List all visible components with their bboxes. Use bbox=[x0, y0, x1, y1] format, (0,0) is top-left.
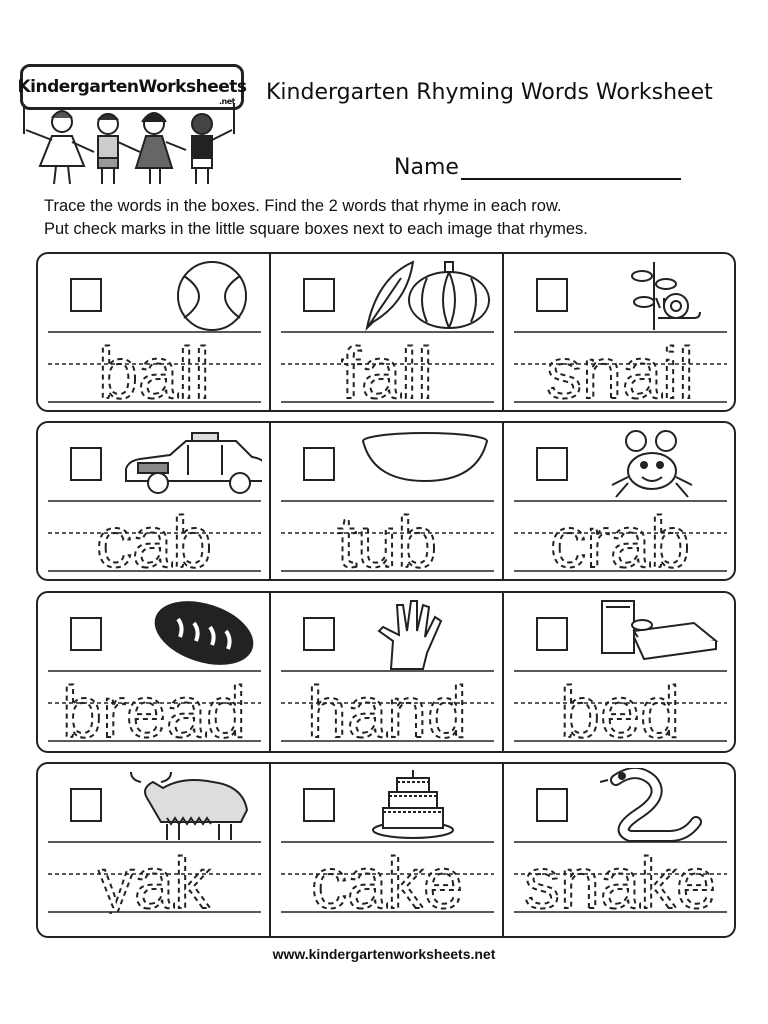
page-title: Kindergarten Rhyming Words Worksheet bbox=[266, 80, 713, 105]
instruction-line-2: Put check marks in the little square boxes next to each image that rhymes. bbox=[44, 220, 588, 238]
ball-icon bbox=[128, 258, 258, 332]
worksheet-row-2 bbox=[36, 421, 736, 581]
name-field[interactable] bbox=[394, 155, 681, 180]
snake-icon bbox=[594, 768, 724, 842]
trace-word: cab bbox=[95, 503, 213, 573]
trace-word-box bbox=[514, 669, 727, 743]
instruction-line-1: Trace the words in the boxes. Find the 2 words that rhyme in each row. bbox=[44, 197, 562, 215]
trace-word: bread bbox=[61, 673, 247, 743]
site-logo bbox=[16, 56, 247, 186]
trace-word-box bbox=[514, 840, 727, 914]
tub-icon bbox=[361, 427, 491, 501]
rhyme-checkbox[interactable] bbox=[303, 788, 335, 822]
rhyme-checkbox[interactable] bbox=[536, 788, 568, 822]
trace-word: yak bbox=[97, 844, 211, 914]
rhyme-checkbox[interactable] bbox=[536, 278, 568, 312]
crab-icon bbox=[594, 427, 724, 501]
logo-text-worksheets: Worksheets bbox=[138, 77, 247, 97]
word-cell bbox=[269, 764, 504, 936]
taxi-icon bbox=[112, 427, 262, 501]
rhyme-checkbox[interactable] bbox=[70, 447, 102, 481]
trace-word: crab bbox=[549, 503, 691, 573]
worksheet-row-4 bbox=[36, 762, 736, 938]
trace-word: hand bbox=[306, 673, 468, 743]
word-cell bbox=[38, 254, 271, 410]
word-cell bbox=[502, 593, 737, 751]
bread-icon bbox=[128, 597, 258, 671]
worksheet-row-3 bbox=[36, 591, 736, 753]
word-cell bbox=[38, 764, 271, 936]
trace-word-box bbox=[48, 499, 261, 573]
rhyme-checkbox[interactable] bbox=[303, 447, 335, 481]
footer-url: www.kindergartenworksheets.net bbox=[272, 946, 496, 962]
word-cell bbox=[502, 254, 737, 410]
logo-text-kindergarten: Kindergarten bbox=[17, 77, 139, 97]
rhyme-checkbox[interactable] bbox=[303, 617, 335, 651]
word-cell bbox=[502, 764, 737, 936]
trace-word-box bbox=[48, 669, 261, 743]
trace-word: fall bbox=[340, 334, 434, 404]
yak-icon bbox=[122, 768, 262, 842]
logo-net: .net bbox=[219, 97, 235, 106]
trace-word-box bbox=[281, 499, 494, 573]
name-label: Name bbox=[394, 155, 459, 180]
rhyme-checkbox[interactable] bbox=[536, 617, 568, 651]
trace-word: tub bbox=[336, 503, 438, 573]
trace-word: snail bbox=[545, 334, 695, 404]
trace-word-box bbox=[514, 330, 727, 404]
trace-word: snake bbox=[523, 844, 717, 914]
hand-icon bbox=[361, 597, 491, 671]
kids-illustration bbox=[22, 104, 236, 186]
trace-word-box bbox=[48, 330, 261, 404]
trace-word-box bbox=[281, 330, 494, 404]
word-cell bbox=[502, 423, 737, 579]
trace-word: cake bbox=[310, 844, 464, 914]
trace-word-box bbox=[281, 669, 494, 743]
word-cell bbox=[269, 423, 504, 579]
bed-icon bbox=[594, 597, 724, 671]
trace-word-box bbox=[48, 840, 261, 914]
rhyme-checkbox[interactable] bbox=[70, 788, 102, 822]
word-cell bbox=[38, 593, 271, 751]
rhyme-checkbox[interactable] bbox=[536, 447, 568, 481]
rhyme-checkbox[interactable] bbox=[70, 278, 102, 312]
rhyme-checkbox[interactable] bbox=[70, 617, 102, 651]
leaf-pumpkin-icon bbox=[361, 258, 491, 332]
word-cell bbox=[269, 254, 504, 410]
trace-word-box bbox=[514, 499, 727, 573]
word-cell bbox=[269, 593, 504, 751]
cake-icon bbox=[361, 768, 491, 842]
rhyme-checkbox[interactable] bbox=[303, 278, 335, 312]
trace-word-box bbox=[281, 840, 494, 914]
name-underline[interactable] bbox=[461, 156, 681, 180]
trace-word: bed bbox=[559, 673, 681, 743]
worksheet-row-1 bbox=[36, 252, 736, 412]
trace-word: ball bbox=[97, 334, 211, 404]
word-cell bbox=[38, 423, 271, 579]
snail-icon bbox=[594, 258, 724, 332]
